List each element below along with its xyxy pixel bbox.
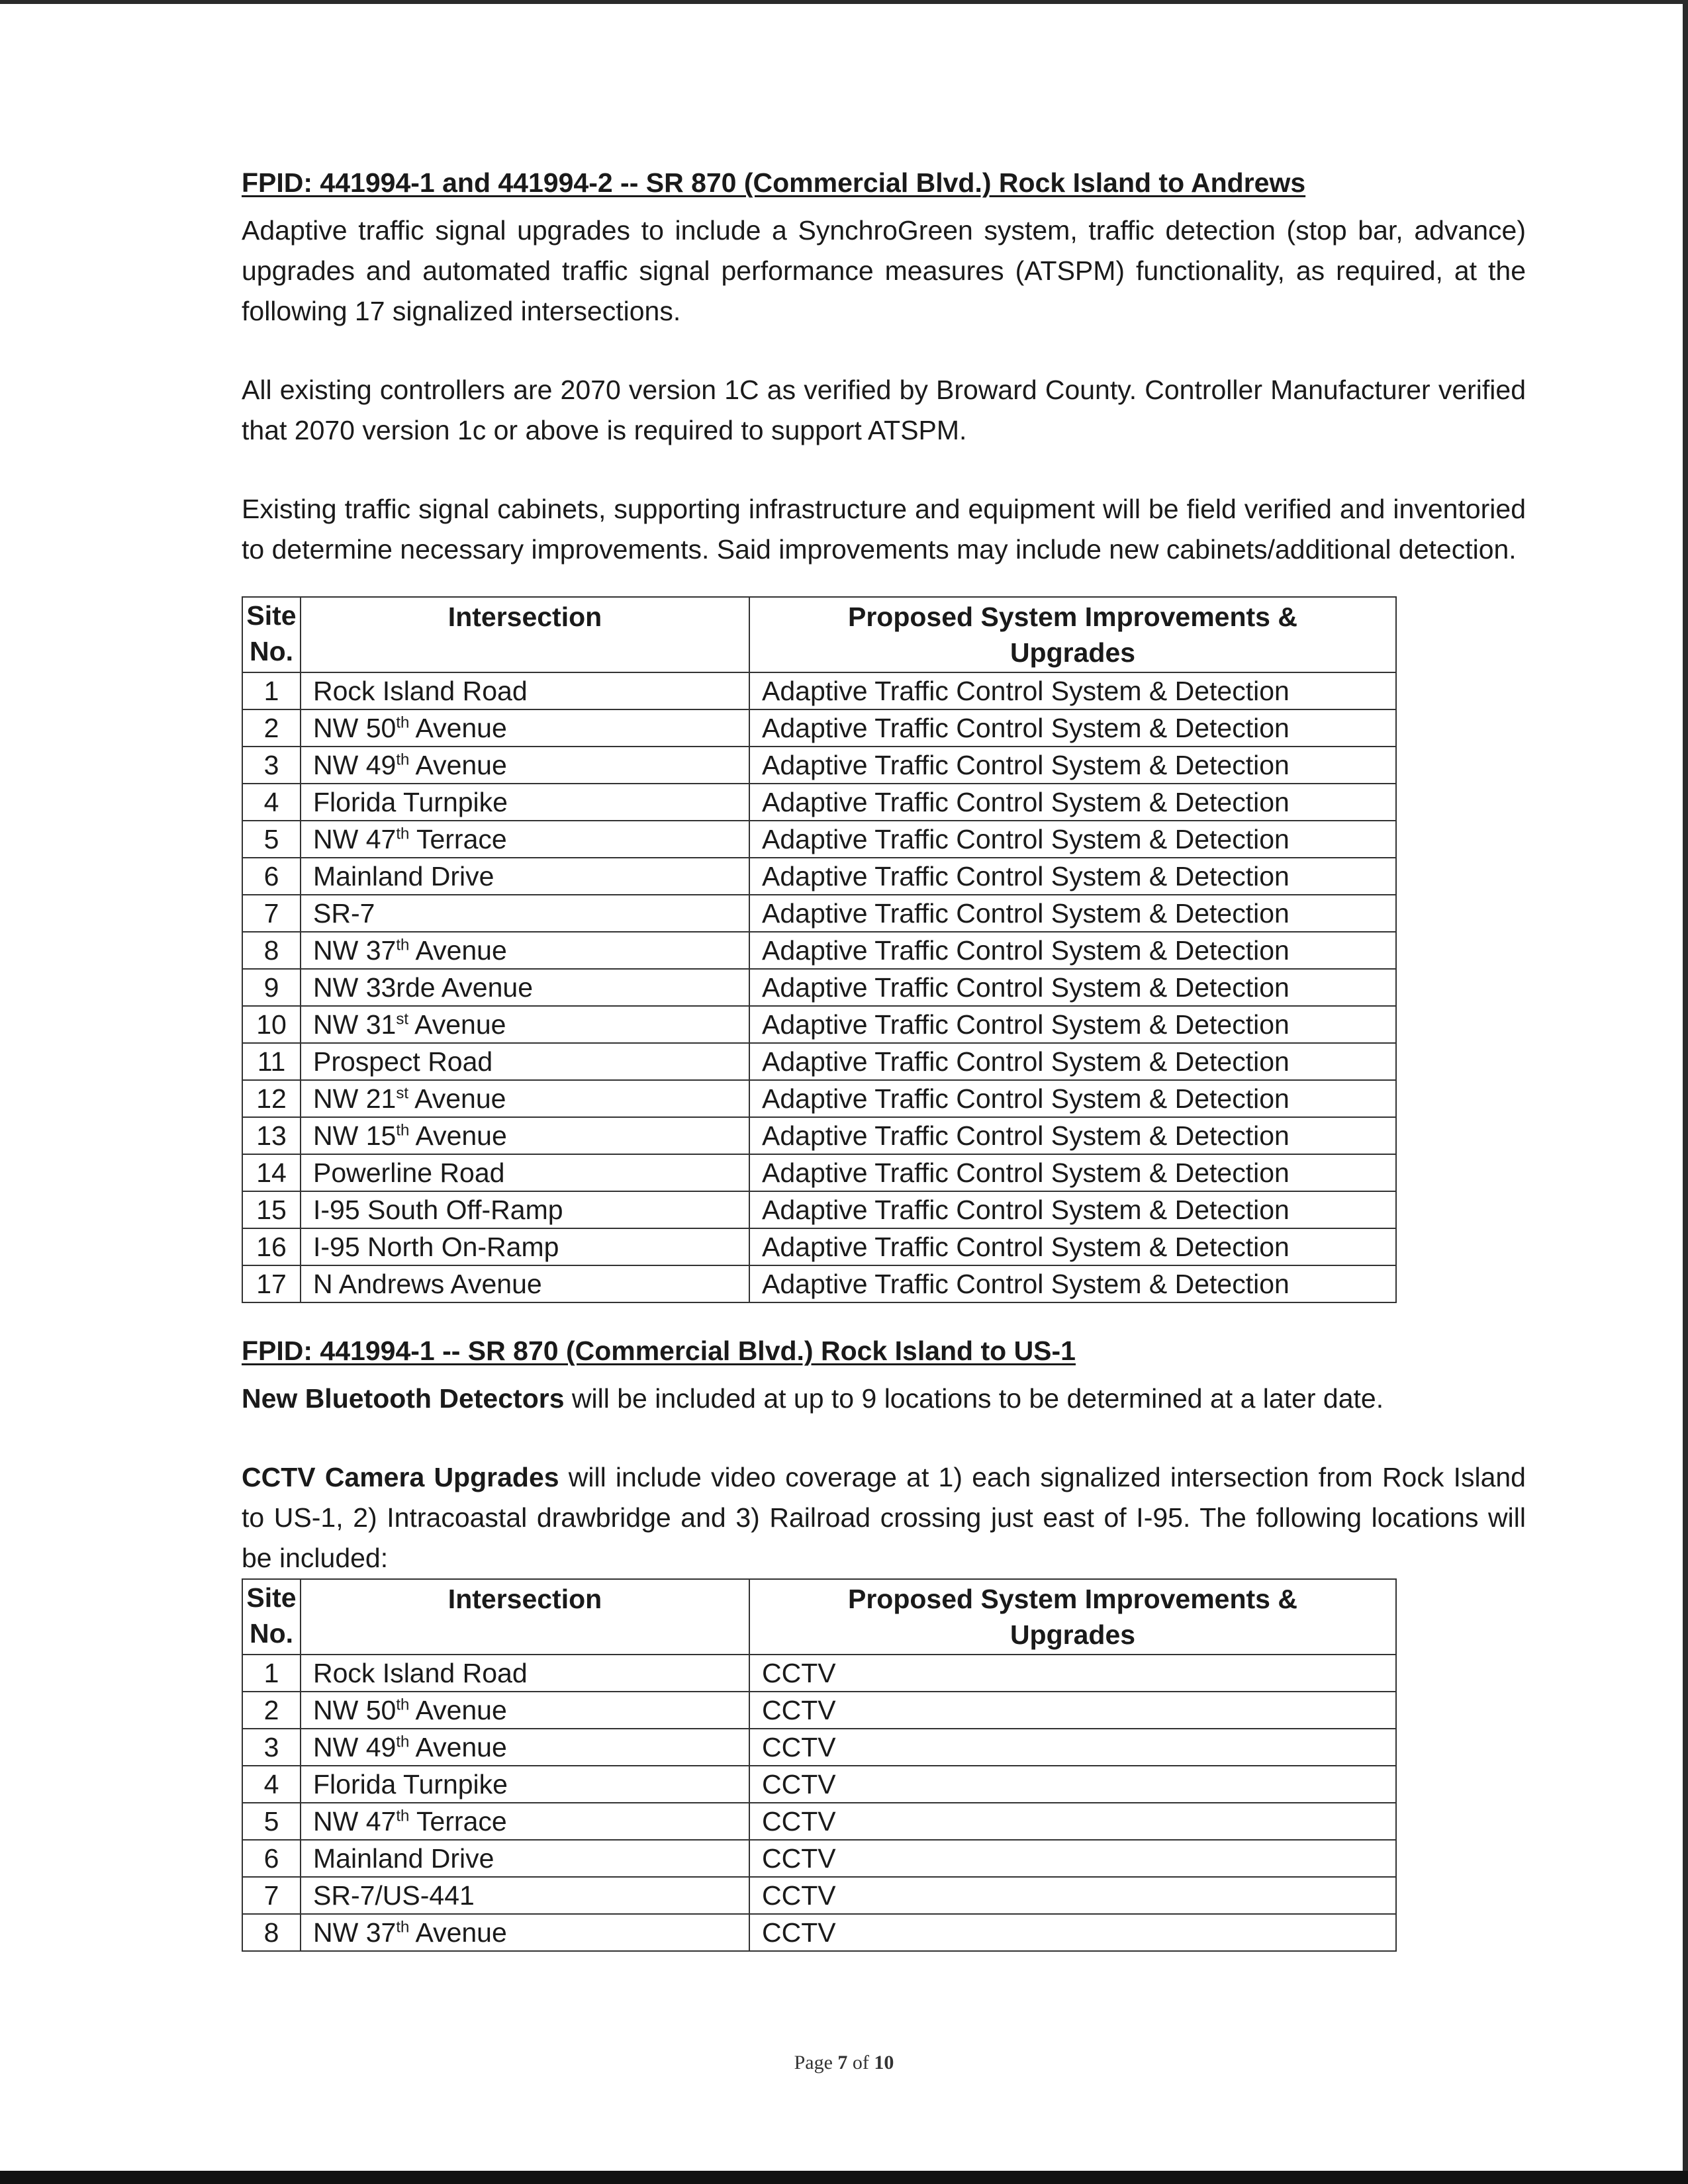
- intersection-name: Mainland Drive: [313, 1843, 494, 1874]
- table-row: [242, 1265, 1396, 1302]
- table-row: [242, 1840, 1396, 1877]
- section1-paragraph-1: Adaptive traffic signal upgrades to include a SynchroGreen system, traffic detection (stop bar, advance) upgrades and automated traffic signal performance measures (ATSPM) functionality, as required, at the following 17 signalized intersections.: [242, 215, 1526, 326]
- intersection-name: NW 50: [313, 1695, 397, 1725]
- improvement-cell: Adaptive Traffic Control System & Detection: [749, 858, 1396, 895]
- ordinal-suffix: th: [396, 1121, 410, 1140]
- site-no-cell: 2: [242, 1692, 301, 1729]
- improvement-cell: Adaptive Traffic Control System & Detection: [749, 747, 1396, 784]
- table-row: [242, 1006, 1396, 1043]
- improvement-cell: Adaptive Traffic Control System & Detection: [749, 1043, 1396, 1080]
- table-row: [242, 932, 1396, 969]
- intersection-cell: [301, 747, 749, 784]
- table-row: [242, 1191, 1396, 1228]
- improvement-cell: Adaptive Traffic Control System & Detection: [749, 932, 1396, 969]
- intersection-cell: [301, 1191, 749, 1228]
- intersection-name: SR-7/US-441: [313, 1880, 475, 1911]
- site-no-cell: 16: [242, 1228, 301, 1265]
- intersection-cell: [301, 1228, 749, 1265]
- intersection-name: NW 37: [313, 1917, 397, 1948]
- ordinal-suffix: th: [396, 1918, 410, 1936]
- improvement-cell: Adaptive Traffic Control System & Detection: [749, 1154, 1396, 1191]
- intersection-name: Rock Island Road: [313, 1658, 528, 1688]
- ordinal-suffix: st: [396, 1084, 408, 1103]
- site-no-cell: 1: [242, 1655, 301, 1692]
- ordinal-suffix: th: [396, 1807, 410, 1825]
- site-no-cell: 3: [242, 1729, 301, 1766]
- col-header-site-no: Site No.: [242, 1579, 301, 1655]
- intersection-name-suffix: Avenue: [408, 1083, 506, 1114]
- intersection-name-suffix: Avenue: [409, 1732, 507, 1762]
- intersection-name-suffix: Avenue: [409, 713, 507, 743]
- site-no-cell: 1: [242, 672, 301, 709]
- site-no-cell: 14: [242, 1154, 301, 1191]
- bluetooth-lead: New Bluetooth Detectors: [242, 1383, 565, 1414]
- improvement-cell: Adaptive Traffic Control System & Detection: [749, 784, 1396, 821]
- intersection-cell: [301, 858, 749, 895]
- site-no-cell: 10: [242, 1006, 301, 1043]
- table-row: [242, 1803, 1396, 1840]
- improvement-cell: CCTV: [749, 1766, 1396, 1803]
- intersection-name: NW 31: [313, 1009, 397, 1040]
- table-row: [242, 1043, 1396, 1080]
- table-row: [242, 821, 1396, 858]
- ordinal-suffix: th: [396, 936, 410, 954]
- intersection-cell: [301, 1840, 749, 1877]
- page-total: 10: [874, 2052, 894, 2073]
- table-row: [242, 1655, 1396, 1692]
- intersection-cell: [301, 1265, 749, 1302]
- intersection-cell: [301, 1080, 749, 1117]
- intersection-name: I-95 North On-Ramp: [313, 1232, 559, 1262]
- intersection-cell: [301, 1006, 749, 1043]
- col-header-intersection: Intersection: [301, 1579, 749, 1655]
- improvement-cell: Adaptive Traffic Control System & Detection: [749, 672, 1396, 709]
- intersection-name: NW 33rde Avenue: [313, 972, 534, 1003]
- site-no-cell: 5: [242, 821, 301, 858]
- improvement-cell: Adaptive Traffic Control System & Detection: [749, 1080, 1396, 1117]
- table-row: [242, 1154, 1396, 1191]
- page-label: Page: [794, 2052, 838, 2073]
- table-row: [242, 1228, 1396, 1265]
- site-no-cell: 11: [242, 1043, 301, 1080]
- site-no-cell: 3: [242, 747, 301, 784]
- improvement-cell: CCTV: [749, 1803, 1396, 1840]
- intersection-name-suffix: Avenue: [409, 1120, 507, 1151]
- section1-paragraph-3: Existing traffic signal cabinets, supporting infrastructure and equipment will be field verified and inventoried to determine necessary improvements. Said improvements may include new cabinets/additional detection.: [242, 494, 1526, 565]
- table-row: [242, 1914, 1396, 1951]
- site-no-cell: 7: [242, 895, 301, 932]
- intersection-cell: [301, 1117, 749, 1154]
- intersection-name-suffix: Avenue: [409, 750, 507, 780]
- intersection-name: NW 47: [313, 824, 397, 854]
- site-no-cell: 17: [242, 1265, 301, 1302]
- intersection-name: NW 21: [313, 1083, 397, 1114]
- table-row: [242, 709, 1396, 747]
- improvement-cell: Adaptive Traffic Control System & Detection: [749, 709, 1396, 747]
- scan-border-bottom: [0, 2171, 1688, 2184]
- scan-border-right: [1683, 0, 1688, 2184]
- intersection-cell: [301, 1877, 749, 1914]
- improvement-cell: Adaptive Traffic Control System & Detection: [749, 895, 1396, 932]
- intersection-name-suffix: Terrace: [409, 1806, 507, 1837]
- intersection-cell: [301, 895, 749, 932]
- intersection-name: Powerline Road: [313, 1158, 505, 1188]
- intersection-name-suffix: Avenue: [409, 1695, 507, 1725]
- intersection-cell: [301, 1655, 749, 1692]
- site-no-cell: 8: [242, 932, 301, 969]
- improvement-cell: Adaptive Traffic Control System & Detection: [749, 1228, 1396, 1265]
- site-no-cell: 12: [242, 1080, 301, 1117]
- table-row: [242, 1080, 1396, 1117]
- site-no-cell: 7: [242, 1877, 301, 1914]
- table-row: [242, 895, 1396, 932]
- intersection-name: I-95 South Off-Ramp: [313, 1195, 563, 1225]
- site-no-cell: 5: [242, 1803, 301, 1840]
- improvement-cell: Adaptive Traffic Control System & Detection: [749, 1117, 1396, 1154]
- document-body: [242, 164, 1526, 1952]
- ordinal-suffix: th: [396, 713, 410, 732]
- intersection-cell: [301, 1766, 749, 1803]
- table-row: [242, 1692, 1396, 1729]
- table-row: [242, 1117, 1396, 1154]
- section2-cctv-table: [242, 1578, 1397, 1952]
- ordinal-suffix: th: [396, 1733, 410, 1751]
- intersection-name-suffix: Terrace: [409, 824, 507, 854]
- table-row: [242, 784, 1396, 821]
- table-row: [242, 1877, 1396, 1914]
- bluetooth-paragraph: [242, 1379, 1526, 1419]
- cctv-paragraph: [242, 1457, 1526, 1578]
- intersection-name: Florida Turnpike: [313, 787, 508, 817]
- page-number: 7: [837, 2052, 848, 2073]
- table-row: [242, 858, 1396, 895]
- improvement-cell: CCTV: [749, 1692, 1396, 1729]
- section1-intersection-table: [242, 596, 1397, 1303]
- page-of-label: of: [847, 2052, 874, 2073]
- intersection-cell: [301, 1914, 749, 1951]
- intersection-name: Florida Turnpike: [313, 1769, 508, 1799]
- scan-border-top: [0, 0, 1688, 4]
- intersection-cell: [301, 821, 749, 858]
- intersection-cell: [301, 672, 749, 709]
- ordinal-suffix: th: [396, 1696, 410, 1714]
- site-no-cell: 4: [242, 1766, 301, 1803]
- table-row: [242, 1729, 1396, 1766]
- intersection-cell: [301, 969, 749, 1006]
- intersection-name: NW 50: [313, 713, 397, 743]
- intersection-name: NW 49: [313, 1732, 397, 1762]
- improvement-cell: Adaptive Traffic Control System & Detection: [749, 1006, 1396, 1043]
- site-no-cell: 13: [242, 1117, 301, 1154]
- site-no-cell: 6: [242, 1840, 301, 1877]
- intersection-name: Rock Island Road: [313, 676, 528, 706]
- improvement-cell: CCTV: [749, 1877, 1396, 1914]
- ordinal-suffix: th: [396, 751, 410, 769]
- section1-paragraph-2: All existing controllers are 2070 version 1C as verified by Broward County. Controller Manufacturer verified that 2070 version 1c or above is required to support ATSPM.: [242, 375, 1526, 445]
- col-header-site-no: Site No.: [242, 597, 301, 672]
- improvement-cell: CCTV: [749, 1729, 1396, 1766]
- section2-heading: FPID: 441994-1 -- SR 870 (Commercial Blvd.) Rock Island to US-1: [242, 1336, 1076, 1366]
- intersection-cell: [301, 1692, 749, 1729]
- cctv-lead: CCTV Camera Upgrades: [242, 1462, 559, 1492]
- table-row: [242, 672, 1396, 709]
- table-row: [242, 747, 1396, 784]
- bluetooth-text: will be included at up to 9 locations to be determined at a later date.: [564, 1383, 1384, 1414]
- intersection-cell: [301, 932, 749, 969]
- intersection-name: NW 37: [313, 935, 397, 966]
- table-row: [242, 969, 1396, 1006]
- col-header-improvements: Proposed System Improvements & Upgrades: [749, 1579, 1396, 1655]
- improvement-cell: CCTV: [749, 1655, 1396, 1692]
- ordinal-suffix: st: [396, 1010, 408, 1028]
- improvement-cell: Adaptive Traffic Control System & Detection: [749, 1265, 1396, 1302]
- site-no-cell: 8: [242, 1914, 301, 1951]
- improvement-cell: Adaptive Traffic Control System & Detection: [749, 1191, 1396, 1228]
- intersection-cell: [301, 784, 749, 821]
- col-header-improvements: Proposed System Improvements & Upgrades: [749, 597, 1396, 672]
- site-no-cell: 9: [242, 969, 301, 1006]
- intersection-cell: [301, 709, 749, 747]
- intersection-cell: [301, 1154, 749, 1191]
- intersection-cell: [301, 1803, 749, 1840]
- improvement-cell: Adaptive Traffic Control System & Detection: [749, 821, 1396, 858]
- col-header-intersection: Intersection: [301, 597, 749, 672]
- improvement-cell: Adaptive Traffic Control System & Detection: [749, 969, 1396, 1006]
- intersection-name: NW 47: [313, 1806, 397, 1837]
- section1-heading: FPID: 441994-1 and 441994-2 -- SR 870 (Commercial Blvd.) Rock Island to Andrews: [242, 167, 1306, 198]
- intersection-cell: [301, 1043, 749, 1080]
- table-header-row: [242, 597, 1396, 672]
- intersection-name: NW 15: [313, 1120, 397, 1151]
- site-no-cell: 6: [242, 858, 301, 895]
- intersection-name: Mainland Drive: [313, 861, 494, 891]
- intersection-cell: [301, 1729, 749, 1766]
- intersection-name: NW 49: [313, 750, 397, 780]
- intersection-name: Prospect Road: [313, 1046, 493, 1077]
- improvement-cell: CCTV: [749, 1840, 1396, 1877]
- cctv-text: will include video coverage at 1) each signalized intersection from Rock Island to US-1, 2) Intracoastal drawbridge and 3) Railroad crossing just east of I-95. The following locations will be included:: [242, 1462, 1526, 1573]
- ordinal-suffix: th: [396, 825, 410, 843]
- intersection-name-suffix: Avenue: [408, 1009, 506, 1040]
- table-row: [242, 1766, 1396, 1803]
- intersection-name-suffix: Avenue: [409, 1917, 507, 1948]
- intersection-name-suffix: Avenue: [409, 935, 507, 966]
- site-no-cell: 15: [242, 1191, 301, 1228]
- page-footer: [0, 2052, 1688, 2074]
- intersection-name: N Andrews Avenue: [313, 1269, 542, 1299]
- site-no-cell: 4: [242, 784, 301, 821]
- improvement-cell: CCTV: [749, 1914, 1396, 1951]
- site-no-cell: 2: [242, 709, 301, 747]
- table-header-row: [242, 1579, 1396, 1655]
- intersection-name: SR-7: [313, 898, 375, 929]
